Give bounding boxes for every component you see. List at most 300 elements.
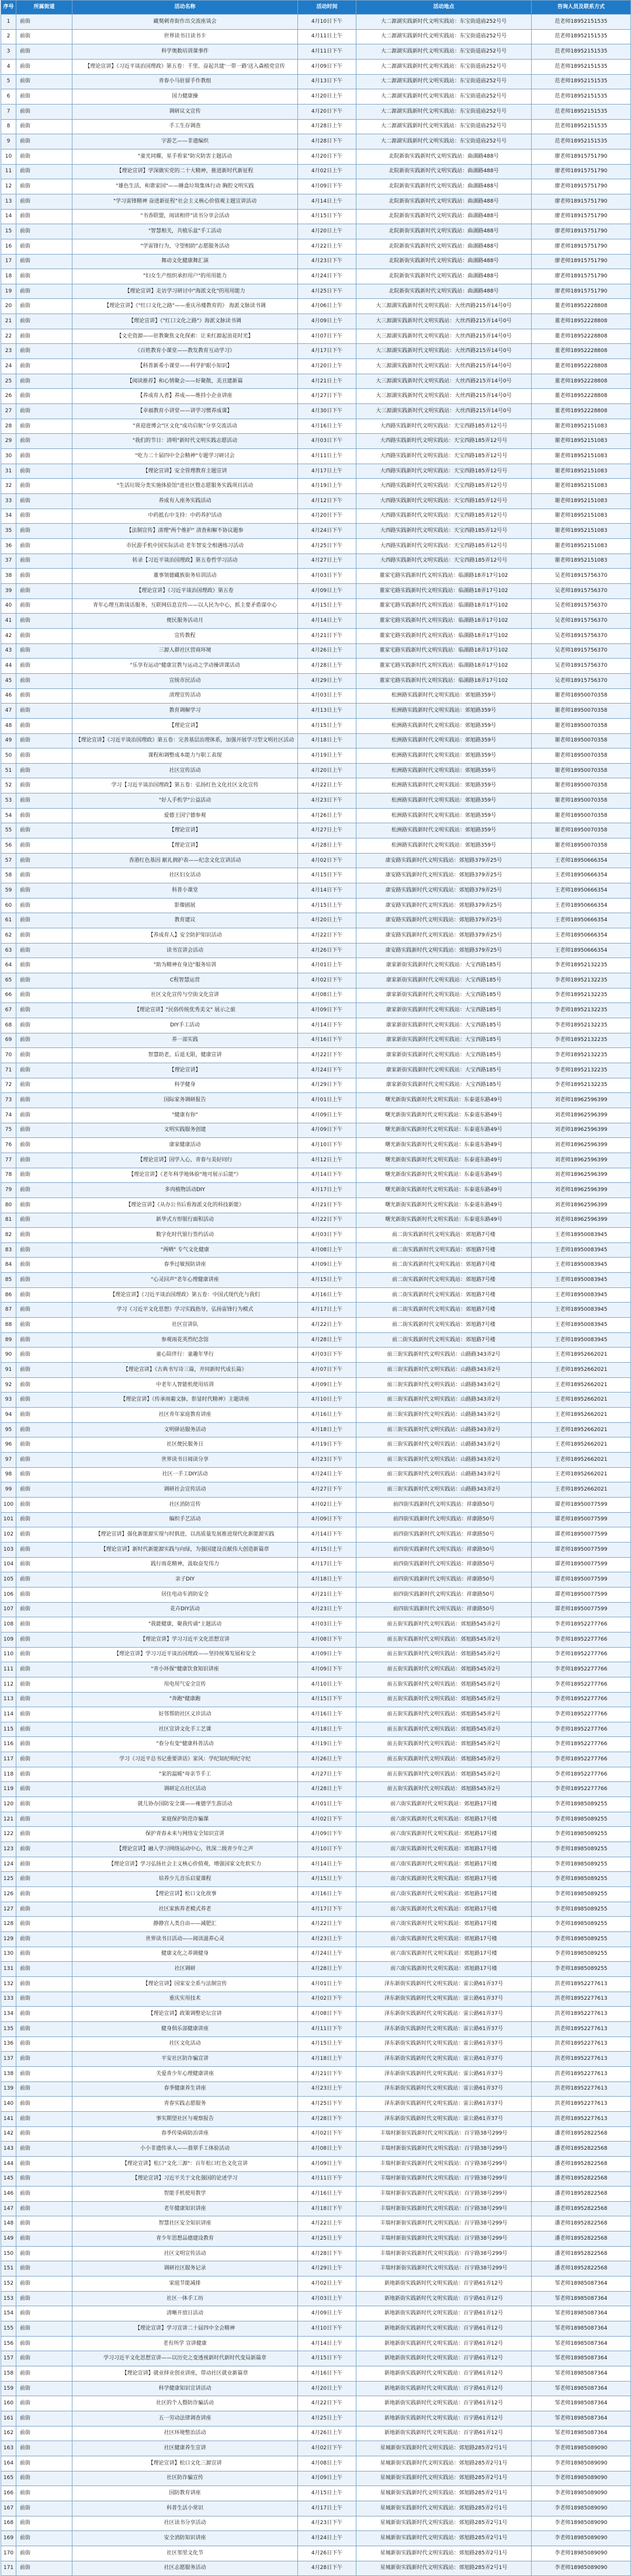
row-place: 前六街实践新时代文明实践站：郊旭路17号楼 <box>356 1902 532 1917</box>
row-time: 4月03日下午 <box>298 1228 356 1243</box>
row-time: 4月28日上午 <box>298 1782 356 1797</box>
row-activity-name: 调研社区服务记录 <box>72 2261 298 2276</box>
row-number: 33 <box>1 494 16 509</box>
row-time: 4月02日下午 <box>298 2126 356 2142</box>
row-category: 前街 <box>16 1632 72 1647</box>
row-place: 新地新街实践新时代文明实践站：百宇路61弄12号 <box>356 2351 532 2366</box>
row-activity-name: "吃力二十届四中全会精神"专题学习研讨会 <box>72 449 298 464</box>
table-row <box>1 2142 631 2157</box>
row-time: 4月10日下午 <box>298 1138 356 1153</box>
row-activity-name: 爱德王国宁德参观 <box>72 808 298 823</box>
table-row <box>1 224 631 239</box>
row-place: 丰瑞村新街实践新时代文明实践站：百宇路38号299号 <box>356 2232 532 2247</box>
row-time: 4月11日下午 <box>298 2021 356 2037</box>
table-row <box>1 2111 631 2126</box>
row-activity-name: 小小非遗传承人——翡翠手工体验活动 <box>72 2142 298 2157</box>
row-contact: 谢老师18950070358 <box>532 733 631 749</box>
row-number: 132 <box>1 1976 16 1992</box>
table-row <box>1 868 631 883</box>
row-place: 前二街实践新时代文明实践站：郊旭路7号楼 <box>356 1258 532 1273</box>
table-row <box>1 2097 631 2112</box>
row-time: 4月14日上午 <box>298 194 356 209</box>
row-activity-name: 【理论宣讲】《习近平谈治国理政》第五卷 <box>72 583 298 598</box>
row-time: 4月16日上午 <box>298 1887 356 1902</box>
table-row <box>1 1377 631 1393</box>
row-activity-name: 【理论宣讲】《习近平谈治国理政》第五卷：中国式现代化与我们 <box>72 1287 298 1303</box>
table-row <box>1 15 631 30</box>
row-time: 4月11日上午 <box>298 449 356 464</box>
row-place: 董家宅路实践新时代文明实践站：临湖路18弄17号102 <box>356 598 532 614</box>
row-contact: 谢老师18952151083 <box>532 449 631 464</box>
row-contact: 廖老师18915751790 <box>532 269 631 284</box>
row-activity-name: 世界读书日阅读分享 <box>72 1453 298 1468</box>
row-activity-name: 社区宣讲队 <box>72 1318 298 1333</box>
row-time: 4月09日上午 <box>298 1258 356 1273</box>
row-place: 前五街实践新时代文明实践站：郊旭路545弄2号 <box>356 1632 532 1647</box>
table-row <box>1 2261 631 2276</box>
row-time: 4月29日上午 <box>298 673 356 688</box>
table-row <box>1 2126 631 2142</box>
row-activity-name: 【理论宣讲】 <box>72 718 298 733</box>
row-contact: 邹老师18985087364 <box>532 2351 631 2366</box>
row-activity-name: "奔跑"健康跑 <box>72 1692 298 1707</box>
row-time: 4月23日上午 <box>298 1602 356 1617</box>
table-row <box>1 1437 631 1453</box>
row-time: 4月17日上午 <box>298 1303 356 1318</box>
table-row <box>1 1138 631 1153</box>
row-category: 前街 <box>16 2321 72 2337</box>
table-row <box>1 1467 631 1482</box>
row-contact: 李老师18985089255 <box>532 1917 631 1932</box>
row-place: 董家宅路实践新时代文明实践站：临湖路18弄17号102 <box>356 673 532 688</box>
row-contact: 吴老师18915756370 <box>532 659 631 674</box>
row-time: 4月18日上午 <box>298 1722 356 1737</box>
row-activity-name: 【理论宣讲】松口文化故事 <box>72 1887 298 1902</box>
row-category: 前街 <box>16 538 72 554</box>
row-activity-name: "心灵回声"老年心理健康讲座 <box>72 1273 298 1288</box>
row-category: 前街 <box>16 29 72 44</box>
row-time: 4月28日上午 <box>298 838 356 854</box>
table-row <box>1 104 631 119</box>
table-row <box>1 733 631 749</box>
row-time: 4月20日上午 <box>298 89 356 105</box>
row-activity-name: 【理论宣讲】"民俗传统优秀美文" 展示之旅 <box>72 1003 298 1018</box>
row-contact: 廖老师18915751790 <box>532 254 631 269</box>
row-contact: 邹老师18985087364 <box>532 2276 631 2292</box>
row-number: 87 <box>1 1303 16 1318</box>
row-contact: 谢老师18952151083 <box>532 538 631 554</box>
row-activity-name: 社区防诈骗宣传 <box>72 2471 298 2486</box>
row-place: 前五街实践新时代文明实践站：郊旭路545弄2号 <box>356 1617 532 1632</box>
row-number: 8 <box>1 119 16 134</box>
row-contact: 廖老师18915751790 <box>532 239 631 254</box>
table-row <box>1 1453 631 1468</box>
row-contact: 洪老师18952277613 <box>532 1992 631 2007</box>
row-place: 前三街实践新时代文明实践站：山路路343弄2号 <box>356 1482 532 1498</box>
row-time: 4月20日上午 <box>298 763 356 778</box>
row-category: 前街 <box>16 2306 72 2321</box>
row-time: 4月11日下午 <box>298 44 356 60</box>
row-contact: 洪老师18952277613 <box>532 2081 631 2097</box>
table-row <box>1 1287 631 1303</box>
row-time: 4月09日上午 <box>298 314 356 329</box>
row-category: 前街 <box>16 74 72 89</box>
row-category: 前街 <box>16 89 72 105</box>
row-number: 110 <box>1 1647 16 1662</box>
table-row <box>1 119 631 134</box>
table-row <box>1 793 631 809</box>
row-time: 4月01日上午 <box>298 958 356 973</box>
row-place: 大西路实践新时代文明实践站：天宝西路185弄12号号 <box>356 524 532 539</box>
row-number: 51 <box>1 763 16 778</box>
table-row <box>1 1003 631 1018</box>
row-time: 4月16日下午 <box>298 2366 356 2382</box>
row-place: 丰瑞村新街实践新时代文明实践站：百宇路38号299号 <box>356 2261 532 2276</box>
row-number: 1 <box>1 15 16 30</box>
row-activity-name: 国际家务调研报告 <box>72 1093 298 1108</box>
row-activity-name: "童光同耀，星手看家"防灾防害主题活动 <box>72 149 298 164</box>
table-row <box>1 2276 631 2292</box>
row-place: 松洲路实践新时代文明实践站：郊旭路359号 <box>356 718 532 733</box>
row-number: 93 <box>1 1393 16 1408</box>
table-body <box>1 15 631 2576</box>
row-contact: 廖老师18915751790 <box>532 179 631 194</box>
row-category: 前街 <box>16 1093 72 1108</box>
row-activity-name: 安全消防知识讲座 <box>72 2531 298 2546</box>
row-contact: 李老师18985089255 <box>532 1887 631 1902</box>
row-activity-name: "家的温暖"母亲节手工 <box>72 1767 298 1782</box>
row-category: 前街 <box>16 284 72 299</box>
row-time: 4月17日下午 <box>298 1902 356 1917</box>
row-activity-name: 社区志愿服务活动 <box>72 2561 298 2576</box>
row-place: 前五街实践新时代文明实践站：郊旭路545弄2号 <box>356 1647 532 1662</box>
row-activity-name: 【文史资源——驻教聚焦文化探索：让来红源起浪花时光】 <box>72 329 298 344</box>
row-time: 4月23日上午 <box>298 2081 356 2097</box>
row-time: 4月26日上午 <box>298 808 356 823</box>
row-number: 143 <box>1 2142 16 2157</box>
row-category: 前街 <box>16 1752 72 1767</box>
row-number: 128 <box>1 1917 16 1932</box>
row-category: 前街 <box>16 119 72 134</box>
row-category: 前街 <box>16 2111 72 2126</box>
row-time: 4月20日下午 <box>298 509 356 524</box>
table-row <box>1 1213 631 1228</box>
row-number: 2 <box>1 29 16 44</box>
table-row <box>1 643 631 659</box>
row-time: 4月20日下午 <box>298 104 356 119</box>
row-number: 84 <box>1 1258 16 1273</box>
row-place: 前五街实践新时代文明实践站：郊旭路545弄2号 <box>356 1677 532 1692</box>
row-time: 4月20日上午 <box>298 359 356 374</box>
row-contact: 廖老师18915751790 <box>532 224 631 239</box>
row-contact: 王老师18952662021 <box>532 1348 631 1363</box>
table-row <box>1 704 631 719</box>
row-category: 前街 <box>16 359 72 374</box>
row-contact: 李老师18952132235 <box>532 958 631 973</box>
row-time: 4月13日上午 <box>298 704 356 719</box>
row-category: 前街 <box>16 1348 72 1363</box>
row-number: 156 <box>1 2336 16 2351</box>
row-place: 丰瑞村新街实践新时代文明实践站：百宇路38号299号 <box>356 2142 532 2157</box>
table-row <box>1 2561 631 2576</box>
table-row <box>1 1497 631 1512</box>
row-number: 165 <box>1 2471 16 2486</box>
row-activity-name: 养成有人座务实践活动 <box>72 494 298 509</box>
row-place: 前五街实践新时代文明实践站：郊旭路545弄2号 <box>356 1752 532 1767</box>
row-activity-name: 社区文明宣传活动 <box>72 2246 298 2261</box>
row-activity-name: 社区健康养生宣讲 <box>72 2441 298 2456</box>
row-activity-name: 世界读书日读书卡 <box>72 29 298 44</box>
row-activity-name: 【理论宣讲】安全管理教育主题宣讲 <box>72 464 298 479</box>
row-time: 4月02日上午 <box>298 164 356 179</box>
row-number: 117 <box>1 1752 16 1767</box>
row-activity-name: 文明实践服务创建 <box>72 1123 298 1138</box>
table-row <box>1 2081 631 2097</box>
row-place: 前三街实践新时代文明实践站：山路路343弄2号 <box>356 1467 532 1482</box>
row-category: 前街 <box>16 1722 72 1737</box>
row-contact: 谭老师18950077599 <box>532 1542 631 1557</box>
row-category: 前街 <box>16 134 72 149</box>
row-contact: 李老师18952277766 <box>532 1767 631 1782</box>
row-number: 116 <box>1 1737 16 1752</box>
row-number: 152 <box>1 2276 16 2292</box>
row-place: 董家宅路实践新时代文明实践站：临湖路18弄17号102 <box>356 628 532 643</box>
row-place: 前三街实践新时代文明实践站：山路路343弄2号 <box>356 1422 532 1437</box>
row-activity-name: 【理论宣讲】《习近平谈治国理政》第五卷：千里、奋起共建'一带一路'送入森植党宣传 <box>72 59 298 74</box>
row-contact: 李老师18952277766 <box>532 1722 631 1737</box>
row-contact: 廖老师18915751790 <box>532 209 631 224</box>
row-category: 前街 <box>16 1932 72 1947</box>
row-number: 145 <box>1 2171 16 2187</box>
table-row <box>1 1123 631 1138</box>
row-category: 前街 <box>16 598 72 614</box>
row-contact: 董老师18952228808 <box>532 374 631 389</box>
row-contact: 廖老师18915751790 <box>532 164 631 179</box>
row-category: 前街 <box>16 958 72 973</box>
row-number: 14 <box>1 209 16 224</box>
table-row <box>1 1242 631 1258</box>
row-category: 前街 <box>16 329 72 344</box>
row-activity-name: 【养成育人】安全防护知识活动 <box>72 928 298 944</box>
row-time: 4月23日下午 <box>298 793 356 809</box>
table-row <box>1 2516 631 2531</box>
table-row <box>1 988 631 1003</box>
row-category: 前街 <box>16 2546 72 2561</box>
row-number: 61 <box>1 913 16 928</box>
row-time: 4月17日上午 <box>298 464 356 479</box>
row-activity-name: 宣统市民活动 <box>72 673 298 688</box>
row-time: 4月07日下午 <box>298 329 356 344</box>
row-contact: 谢老师18952151083 <box>532 434 631 449</box>
row-contact: 范老师18952151535 <box>532 134 631 149</box>
row-number: 133 <box>1 1992 16 2007</box>
header-contact: 咨询人员及联系方式 <box>532 1 631 15</box>
row-number: 144 <box>1 2156 16 2171</box>
row-place: 前六街实践新时代文明实践站：郊旭路17号楼 <box>356 1887 532 1902</box>
table-row <box>1 254 631 269</box>
table-row <box>1 314 631 329</box>
row-number: 81 <box>1 1213 16 1228</box>
row-activity-name: 静静宫人类自由——减肥汇 <box>72 1917 298 1932</box>
row-contact: 李老师18985089090 <box>532 2456 631 2471</box>
row-time: 4月29日下午 <box>298 1078 356 1093</box>
row-activity-name: "喜迎进博会"区文化"成功启航"分享交流活动 <box>72 419 298 434</box>
row-place: 前六街实践新时代文明实践站：郊旭路17号楼 <box>356 1812 532 1827</box>
table-row <box>1 1842 631 1857</box>
row-time: 4月03日下午 <box>298 569 356 584</box>
row-place: 北院新街实践新时代文明实践站：曲湖路488号 <box>356 224 532 239</box>
row-place: 大西路实践新时代文明实践站：天宝西路185弄12号号 <box>356 494 532 509</box>
row-contact: 谢老师18950070358 <box>532 704 631 719</box>
row-place: 曙光新街实践新时代文明实践站：东泰道东路49号 <box>356 1213 532 1228</box>
row-category: 前街 <box>16 1108 72 1123</box>
table-row <box>1 1917 631 1932</box>
row-place: 曙光新街实践新时代文明实践站：东泰道东路49号 <box>356 1108 532 1123</box>
row-place: 康家新街实践新时代文明实践站：大宝西路185号 <box>356 1063 532 1078</box>
row-category: 前街 <box>16 2261 72 2276</box>
row-time: 4月03日下午 <box>298 434 356 449</box>
row-category: 前街 <box>16 1497 72 1512</box>
row-category: 前街 <box>16 224 72 239</box>
row-number: 168 <box>1 2516 16 2531</box>
row-number: 73 <box>1 1093 16 1108</box>
row-category: 前街 <box>16 554 72 569</box>
row-category: 前街 <box>16 44 72 60</box>
row-activity-name: 【理论宣讲】学习宣讲二十届四中全会精神 <box>72 2321 298 2337</box>
row-time: 4月22日上午 <box>298 1318 356 1333</box>
row-contact: 李老师18985089090 <box>532 2486 631 2501</box>
row-contact: 王老师18950083945 <box>532 1303 631 1318</box>
row-number: 118 <box>1 1767 16 1782</box>
row-contact: 谢老师18952151083 <box>532 554 631 569</box>
row-time: 4月28日上午 <box>298 1962 356 1977</box>
row-place: 董家宅路实践新时代文明实践站：临湖路18弄17号102 <box>356 643 532 659</box>
row-time: 4月22日上午 <box>298 778 356 793</box>
row-activity-name: 康家健康活动 <box>72 1138 298 1153</box>
table-row <box>1 179 631 194</box>
table-row <box>1 1617 631 1632</box>
row-contact: 洪老师18952277613 <box>532 2021 631 2037</box>
table-row <box>1 1932 631 1947</box>
header-name: 活动名称 <box>72 1 298 15</box>
row-category: 前街 <box>16 1408 72 1423</box>
row-category: 前街 <box>16 1767 72 1782</box>
row-contact: 范老师18952151535 <box>532 74 631 89</box>
row-activity-name: 【养成育人者】养成——维持小企业讲座 <box>72 389 298 404</box>
row-activity-name: 新华式方形银行面积活动 <box>72 1213 298 1228</box>
row-activity-name: "学习雷锋精神 奋进新征程"社会主义核心价值观主题宣讲活动 <box>72 194 298 209</box>
row-time: 4月25日上午 <box>298 2232 356 2247</box>
row-contact: 潘老师18952822568 <box>532 2201 631 2216</box>
table-row <box>1 1093 631 1108</box>
row-contact: 谢老师18952151083 <box>532 464 631 479</box>
row-category: 前街 <box>16 2246 72 2261</box>
row-activity-name: 中药抵右中支持：中药养护活动 <box>72 509 298 524</box>
row-time: 4月17日上午 <box>298 1557 356 1572</box>
row-place: 前四街实践新时代文明实践站：祥康路50号 <box>356 1512 532 1527</box>
row-number: 11 <box>1 164 16 179</box>
row-place: 大西路实践新时代文明实践站：天宝西路185弄12号号 <box>356 509 532 524</box>
row-contact: 吴老师18915756370 <box>532 673 631 688</box>
row-category: 前街 <box>16 1437 72 1453</box>
row-number: 49 <box>1 733 16 749</box>
table-row <box>1 1902 631 1917</box>
row-contact: 谢老师18950070358 <box>532 718 631 733</box>
row-contact: 范老师18952151535 <box>532 29 631 44</box>
row-contact: 洪老师18952277613 <box>532 1976 631 1992</box>
row-number: 146 <box>1 2187 16 2202</box>
row-category: 前街 <box>16 2561 72 2576</box>
row-activity-name: 养一部实践 <box>72 1033 298 1048</box>
row-number: 54 <box>1 808 16 823</box>
row-time: 4月22日上午 <box>298 1917 356 1932</box>
row-category: 前街 <box>16 898 72 913</box>
row-contact: 王老师18950083945 <box>532 1242 631 1258</box>
row-contact: 谢老师18952151083 <box>532 524 631 539</box>
row-number: 5 <box>1 74 16 89</box>
table-row <box>1 2321 631 2337</box>
row-category: 前街 <box>16 2531 72 2546</box>
row-place: 大西路实践新时代文明实践站：天宝西路185弄12号号 <box>356 434 532 449</box>
row-contact: 范老师18952151535 <box>532 89 631 105</box>
row-place: 前二街实践新时代文明实践站：郊旭路7号楼 <box>356 1318 532 1333</box>
row-time: 4月28日上午 <box>298 1332 356 1348</box>
row-activity-name: 家庭节能减排 <box>72 2276 298 2292</box>
row-contact: 邹老师18985087364 <box>532 2366 631 2382</box>
row-number: 44 <box>1 659 16 674</box>
row-time: 4月09日上午 <box>298 1108 356 1123</box>
table-row <box>1 1482 631 1498</box>
row-activity-name: 【阅读推荐】和心情聚会——好聚散，美丑建新篇 <box>72 374 298 389</box>
row-time: 4月22日下午 <box>298 1213 356 1228</box>
table-row <box>1 1542 631 1557</box>
row-number: 71 <box>1 1063 16 1078</box>
row-place: 前二街实践新时代文明实践站：郊旭路7号楼 <box>356 1287 532 1303</box>
row-contact: 谢老师18950070358 <box>532 763 631 778</box>
row-activity-name: 社区便民服务日 <box>72 1437 298 1453</box>
row-time: 4月25日下午 <box>298 284 356 299</box>
row-number: 58 <box>1 868 16 883</box>
row-place: 大三源湖实践新时代文明实践站：大丝西路215弄14号0号 <box>356 314 532 329</box>
row-contact: 邹老师18985087364 <box>532 2396 631 2411</box>
row-activity-name: 平安社区防诈骗宣讲 <box>72 2052 298 2067</box>
table-row <box>1 838 631 854</box>
row-activity-name: 好邻帮助社区义诊活动 <box>72 1707 298 1722</box>
row-time: 4月22日下午 <box>298 928 356 944</box>
row-contact: 王老师18950083945 <box>532 1273 631 1288</box>
row-contact: 李老师18985089255 <box>532 1797 631 1812</box>
row-category: 前街 <box>16 1512 72 1527</box>
table-row <box>1 928 631 944</box>
table-row <box>1 2052 631 2067</box>
table-row <box>1 569 631 584</box>
row-time: 4月02日上午 <box>298 1497 356 1512</box>
row-activity-name: 【理论宣讲】融入学习网络运动中心，铁深二级青少年之声 <box>72 1842 298 1857</box>
row-activity-name: 三源人群社区营商环境 <box>72 643 298 659</box>
table-row <box>1 389 631 404</box>
row-time: 4月14日下午 <box>298 1168 356 1183</box>
row-place: 前六街实践新时代文明实践站：郊旭路17号楼 <box>356 1947 532 1962</box>
table-row <box>1 763 631 778</box>
table-row <box>1 913 631 928</box>
row-place: 大西路实践新时代文明实践站：天宝西路185弄12号号 <box>356 464 532 479</box>
row-number: 112 <box>1 1677 16 1692</box>
row-place: 曙光新街实践新时代文明实践站：东泰道东路49号 <box>356 1153 532 1168</box>
row-place: 曙光新街实践新时代文明实践站：东泰道东路49号 <box>356 1168 532 1183</box>
row-category: 前街 <box>16 1453 72 1468</box>
row-number: 38 <box>1 569 16 584</box>
table-row <box>1 883 631 899</box>
